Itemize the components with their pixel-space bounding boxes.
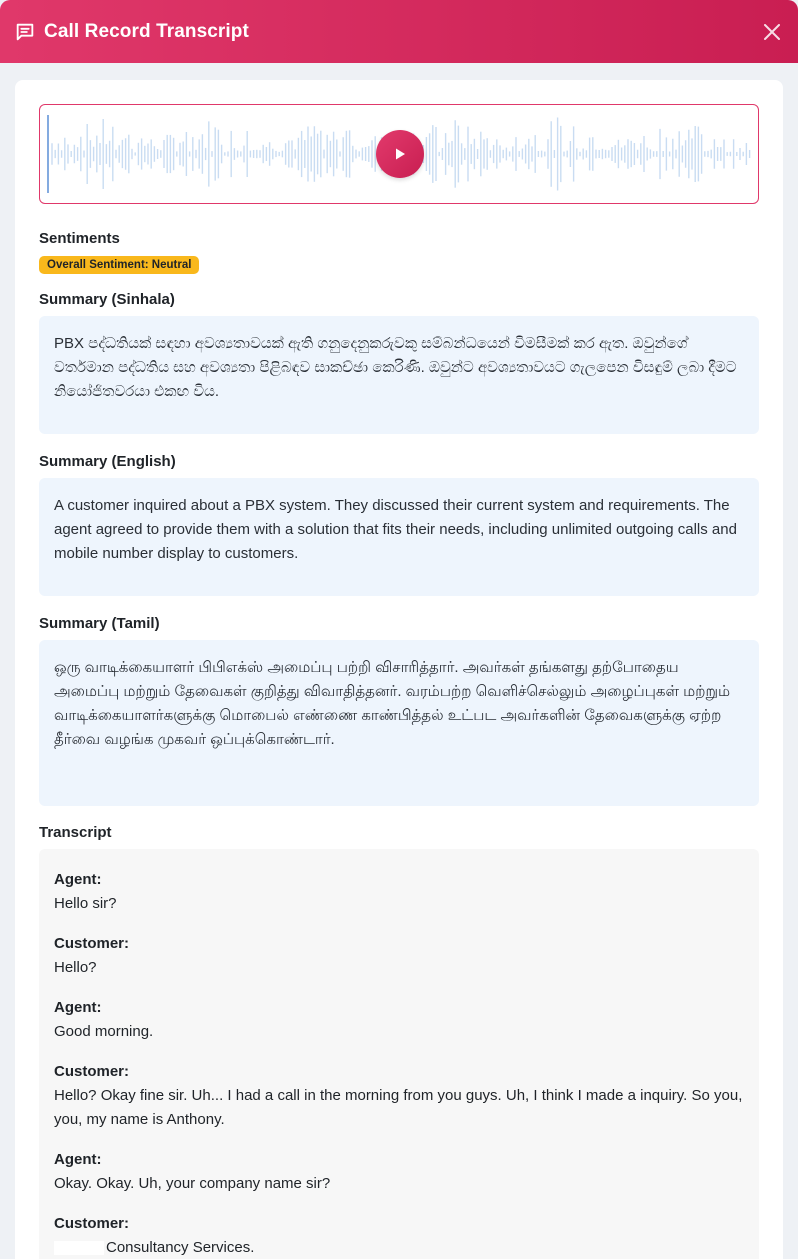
utterance-text: Consultancy Services. [106,1239,255,1256]
speaker-label: Customer: [54,935,130,952]
speaker-label: Agent: [54,1151,102,1168]
utterance-text: Hello? Okay fine sir. Uh... I had a call in the morning from you guys. Uh, I think I made a inquiry. So you, you, my name is Anthony. [54,1087,743,1128]
transcript-turn [54,932,743,980]
play-button[interactable] [376,130,424,178]
summary-sinhala-text: PBX පද්ධතියක් සඳහා අවශ්‍යතාවයක් ඇති ගනුදෙනුකරුවකු සම්බන්ධයෙන් විමසීමක් කර ඇත. ඔවුන්ගේ වර්තමාන පද්ධතිය සහ අවශ්‍යතා පිළිබඳව සාකච්ඡා කෙරිණි. ඔවුන්ට අවශ්‍යතාවයට ගැලපෙන විසඳුම් ලබා දීමට නියෝජිතවරයා එකඟ විය. [39,316,759,434]
utterance-text: Hello? [54,959,97,976]
transcript-section [39,824,759,1259]
transcript-turn [54,1212,743,1259]
summary-tamil-text: ஒரு வாடிக்கையாளர் பிபிஎக்ஸ் அமைப்பு பற்றி விசாரித்தார். அவர்கள் தங்களது தற்போதைய அமைப்பு மற்றும் தேவைகள் குறித்து விவாதித்தனர். வரம்பற்ற வெளிச்செல்லும் அழைப்புகள் மற்றும் வாடிக்கையாளர்களுக்கு மொபைல் எண்ணை காண்பித்தல் உட்பட அவர்களின் தேவைகளுக்கு ஏற்ற தீர்வை வழங்க முகவர் ஒப்புக்கொண்டார். [39,640,759,806]
utterance-text: Okay. Okay. Uh, your company name sir? [54,1175,331,1192]
summary-sinhala-heading: Summary (Sinhala) [39,291,175,308]
speaker-label: Agent: [54,999,102,1016]
speaker-label: Customer: [54,1063,130,1080]
transcript-turn [54,868,743,916]
content-card [15,80,783,1259]
close-icon[interactable] [762,22,782,42]
transcript-list[interactable] [39,849,759,1259]
sentiment-badge: Overall Sentiment: Neutral [39,256,199,274]
transcript-turn [54,1148,743,1196]
speaker-label: Customer: [54,1215,130,1232]
speaker-label: Agent: [54,871,102,888]
summary-english-text: A customer inquired about a PBX system. They discussed their current system and requirements. The agent agreed to provide them with a solution that fits their needs, including unlimited outgoing calls and mobile number display to customers. [39,478,759,596]
utterance-text: Hello sir? [54,895,117,912]
summary-sinhala-section [39,291,759,434]
play-icon[interactable] [393,147,407,161]
transcript-turn [54,1060,743,1132]
audio-player [39,104,759,204]
modal-header [0,0,798,63]
utterance-text: Good morning. [54,1023,154,1040]
redacted-text [54,1241,104,1255]
close-button[interactable] [760,20,784,44]
modal-title: Call Record Transcript [44,20,249,42]
sentiments-section [39,230,759,274]
summary-english-heading: Summary (English) [39,453,176,470]
transcript-turn [54,996,743,1044]
transcript-heading: Transcript [39,824,112,841]
chat-transcript-icon [14,21,36,43]
sentiments-heading: Sentiments [39,230,120,247]
summary-tamil-section [39,615,759,806]
summary-tamil-heading: Summary (Tamil) [39,615,160,632]
summary-english-section [39,453,759,596]
